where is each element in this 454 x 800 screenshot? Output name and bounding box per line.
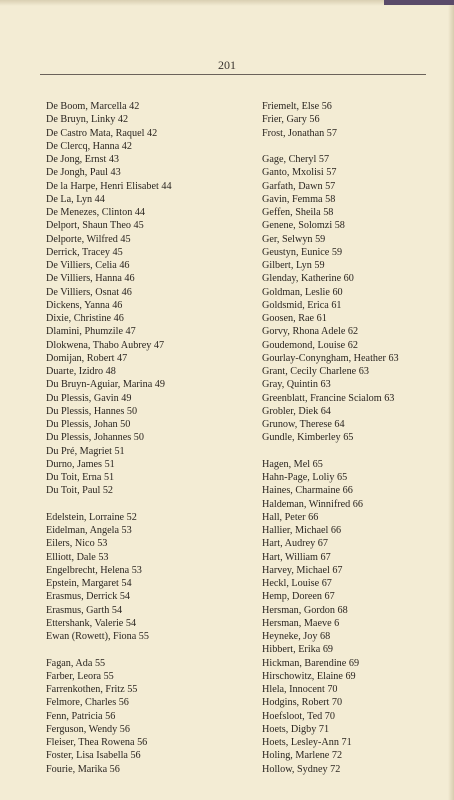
index-entry: Erasmus, Garth 54 bbox=[46, 604, 123, 616]
index-entry: Garfath, Dawn 57 bbox=[262, 180, 336, 192]
index-entry: Hersman, Maeve 6 bbox=[262, 617, 340, 629]
index-entry: De La, Lyn 44 bbox=[46, 193, 105, 205]
index-letter-group bbox=[262, 153, 454, 445]
index-letter-group bbox=[46, 657, 251, 776]
index-entry: Dlamini, Phumzile 47 bbox=[46, 326, 136, 338]
index-entry: Eidelman, Angela 53 bbox=[46, 525, 132, 536]
index-entry: Goudemond, Louise 62 bbox=[262, 339, 358, 351]
index-entry: Du Pré, Magriet 51 bbox=[46, 445, 125, 457]
index-entry: Ganto, Mxolisi 57 bbox=[262, 167, 337, 179]
index-entry: Epstein, Margaret 54 bbox=[46, 578, 132, 589]
index-column-right bbox=[262, 100, 454, 789]
index-entry: Goosen, Rae 61 bbox=[262, 313, 327, 324]
index-entry: Elliott, Dale 53 bbox=[46, 551, 109, 563]
index-entry: Eilers, Nico 53 bbox=[46, 538, 108, 550]
index-entry: Dickens, Yanna 46 bbox=[46, 299, 123, 311]
index-entry: Delport, Shaun Theo 45 bbox=[46, 220, 144, 232]
index-entry: Hahn-Page, Loliy 65 bbox=[262, 472, 348, 483]
index-entry: De Jongh, Paul 43 bbox=[46, 167, 121, 179]
index-entry: De Villiers, Celia 46 bbox=[46, 260, 130, 271]
index-entry: Hemp, Doreen 67 bbox=[262, 591, 335, 603]
index-entry: Haines, Charmaine 66 bbox=[262, 485, 353, 497]
index-entry: Hollow, Sydney 72 bbox=[262, 763, 341, 775]
index-letter-group bbox=[262, 100, 454, 140]
index-entry: Felmore, Charles 56 bbox=[46, 697, 129, 709]
index-entry: Domijan, Robert 47 bbox=[46, 352, 128, 364]
index-entry: Hodgins, Robert 70 bbox=[262, 697, 343, 709]
index-entry: Hallier, Michael 66 bbox=[262, 525, 342, 536]
index-entry: Gavin, Femma 58 bbox=[262, 193, 336, 205]
index-entry: Hickman, Barendine 69 bbox=[262, 657, 360, 669]
index-entry: De Villiers, Hanna 46 bbox=[46, 273, 135, 285]
index-entry: De Bruyn, Linky 42 bbox=[46, 114, 129, 126]
index-entry: Dixie, Christine 46 bbox=[46, 313, 124, 324]
index-entry: Fenn, Patricia 56 bbox=[46, 710, 116, 722]
index-entry: Hirschowitz, Elaine 69 bbox=[262, 670, 356, 682]
index-entry: Du Plessis, Johan 50 bbox=[46, 419, 131, 430]
index-entry: De Clercq, Hanna 42 bbox=[46, 140, 132, 152]
index-entry: Hersman, Gordon 68 bbox=[262, 604, 348, 616]
index-entry: Frost, Jonathan 57 bbox=[262, 127, 337, 139]
index-entry: Farrenkothen, Fritz 55 bbox=[46, 684, 138, 695]
index-entry: Derrick, Tracey 45 bbox=[46, 246, 123, 258]
index-entry: Ger, Selwyn 59 bbox=[262, 233, 326, 245]
index-entry: Haldeman, Winnifred 66 bbox=[262, 498, 363, 510]
page-number: 201 bbox=[218, 58, 236, 72]
index-entry: Gourlay-Conyngham, Heather 63 bbox=[262, 352, 399, 364]
index-entry: De la Harpe, Henri Elisabet 44 bbox=[46, 180, 172, 192]
index-entry: Geustyn, Eunice 59 bbox=[262, 246, 343, 258]
index-entry: Gorvy, Rhona Adele 62 bbox=[262, 326, 359, 338]
index-entry: Dlokwena, Thabo Aubrey 47 bbox=[46, 339, 165, 351]
index-entry: Du Plessis, Johannes 50 bbox=[46, 432, 144, 444]
index-entry: Gilbert, Lyn 59 bbox=[262, 260, 325, 271]
index-entry: Geffen, Sheila 58 bbox=[262, 207, 334, 218]
index-entry: Genene, Solomzi 58 bbox=[262, 220, 345, 232]
index-entry: Hibbert, Erika 69 bbox=[262, 644, 334, 656]
index-entry: Heyneke, Joy 68 bbox=[262, 631, 331, 642]
index-entry: Du Bruyn-Aguiar, Marina 49 bbox=[46, 379, 165, 391]
index-entry: Frier, Gary 56 bbox=[262, 114, 320, 126]
corner-mark bbox=[384, 0, 454, 5]
index-entry: Glenday, Katherine 60 bbox=[262, 273, 354, 285]
index-letter-group bbox=[46, 511, 251, 644]
index-entry: Hart, Audrey 67 bbox=[262, 538, 328, 550]
index-column-left bbox=[46, 100, 251, 789]
index-entry: Du Plessis, Gavin 49 bbox=[46, 392, 132, 404]
index-entry: Gundle, Kimberley 65 bbox=[262, 432, 354, 444]
index-entry: Hagen, Mel 65 bbox=[262, 458, 323, 470]
index-entry: Friemelt, Else 56 bbox=[262, 101, 332, 112]
index-entry: Goldsmid, Erica 61 bbox=[262, 299, 342, 311]
index-entry: Holing, Marlene 72 bbox=[262, 750, 343, 762]
index-entry: De Boom, Marcella 42 bbox=[46, 101, 140, 112]
index-entry: Ferguson, Wendy 56 bbox=[46, 723, 130, 735]
index-entry: Hoets, Lesley-Ann 71 bbox=[262, 737, 352, 748]
header-rule bbox=[40, 74, 426, 75]
index-entry: Goldman, Leslie 60 bbox=[262, 286, 343, 298]
index-entry: Greenblatt, Francine Scialom 63 bbox=[262, 392, 395, 404]
index-entry: Delporte, Wilfred 45 bbox=[46, 233, 131, 245]
index-entry: Gray, Quintin 63 bbox=[262, 379, 331, 391]
index-entry: Grant, Cecily Charlene 63 bbox=[262, 366, 369, 377]
index-entry: Ettershank, Valerie 54 bbox=[46, 617, 137, 629]
index-entry: Foster, Lisa Isabella 56 bbox=[46, 750, 141, 762]
index-entry: De Menezes, Clinton 44 bbox=[46, 207, 146, 218]
index-entry: Hoefsloot, Ted 70 bbox=[262, 710, 335, 722]
index-letter-group bbox=[46, 100, 251, 498]
index-entry: Duarte, Izidro 48 bbox=[46, 366, 116, 377]
index-entry: Heckl, Louise 67 bbox=[262, 578, 332, 589]
index-entry: De Castro Mata, Raquel 42 bbox=[46, 127, 158, 139]
index-entry: Ewan (Rowett), Fiona 55 bbox=[46, 631, 149, 642]
index-entry: Grunow, Therese 64 bbox=[262, 419, 345, 430]
index-entry: Fagan, Ada 55 bbox=[46, 657, 106, 669]
index-letter-group bbox=[262, 458, 454, 776]
index-entry: Hlela, Innocent 70 bbox=[262, 684, 338, 695]
index-entry: De Jong, Ernst 43 bbox=[46, 154, 120, 165]
index-entry: Engelbrecht, Helena 53 bbox=[46, 564, 142, 576]
index-entry: Hart, William 67 bbox=[262, 551, 331, 563]
index-entry: Edelstein, Lorraine 52 bbox=[46, 511, 137, 523]
index-entry: Hall, Peter 66 bbox=[262, 511, 319, 523]
index-entry: Durno, James 51 bbox=[46, 458, 115, 470]
index-entry: Farber, Leora 55 bbox=[46, 670, 114, 682]
index-entry: Hoets, Digby 71 bbox=[262, 723, 330, 735]
index-entry: Du Toit, Erna 51 bbox=[46, 472, 115, 483]
index-entry: Du Toit, Paul 52 bbox=[46, 485, 114, 497]
index-entry: Harvey, Michael 67 bbox=[262, 564, 343, 576]
index-entry: Fleiser, Thea Rowena 56 bbox=[46, 737, 148, 748]
index-entry: Grobler, Diek 64 bbox=[262, 405, 331, 417]
index-entry: Fourie, Marika 56 bbox=[46, 763, 120, 775]
index-entry: De Villiers, Osnat 46 bbox=[46, 286, 132, 298]
index-entry: Gage, Cheryl 57 bbox=[262, 154, 330, 165]
index-entry: Erasmus, Derrick 54 bbox=[46, 591, 131, 603]
index-entry: Du Plessis, Hannes 50 bbox=[46, 405, 138, 417]
